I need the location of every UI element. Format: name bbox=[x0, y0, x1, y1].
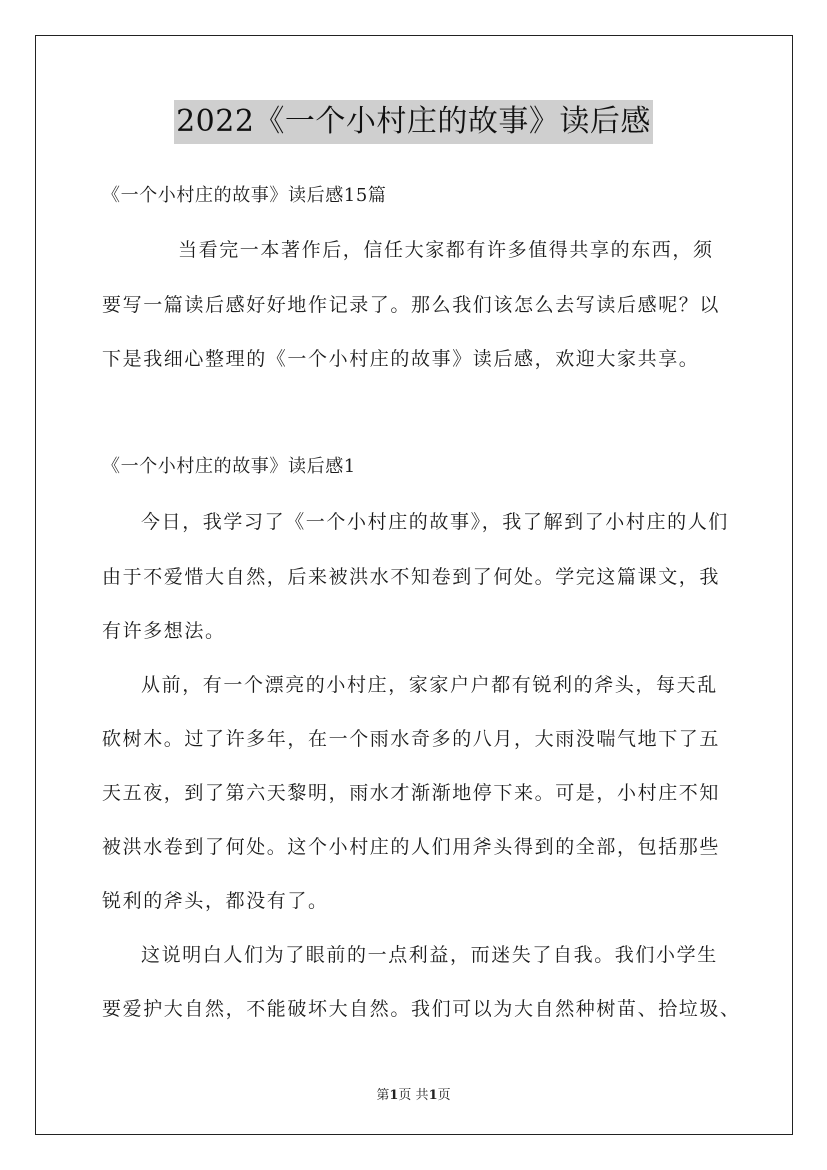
page-label-prefix: 第 bbox=[376, 1088, 390, 1103]
page-label-suffix: 页 bbox=[437, 1088, 451, 1103]
body-line: 被洪水卷到了何处。这个小村庄的人们用斧头得到的全部，包括那些 bbox=[102, 836, 721, 858]
body-line: 从前，有一个漂亮的小村庄，家家户户都有锐利的斧头，每天乱 bbox=[141, 674, 718, 696]
intro-line: 要写一篇读后感好好地作记录了。那么我们该怎么去写读后感呢？以 bbox=[102, 294, 721, 316]
intro-line: 下是我细心整理的《一个小村庄的故事》读后感，欢迎大家共享。 bbox=[102, 348, 700, 370]
section-heading: 《一个小村庄的故事》读后感1 bbox=[102, 456, 356, 477]
page-label-mid: 页 共 bbox=[398, 1088, 429, 1103]
body-line: 砍树木。过了许多年，在一个雨水奇多的八月，大雨没喘气地下了五 bbox=[102, 728, 721, 750]
body-line: 这说明白人们为了眼前的一点利益，而迷失了自我。我们小学生 bbox=[141, 944, 718, 966]
document-subtitle: 《一个小村庄的故事》读后感15篇 bbox=[102, 185, 387, 206]
body-line: 要爱护大自然，不能破坏大自然。我们可以为大自然种树苗、拾垃圾、 bbox=[102, 998, 741, 1020]
page-total: 1 bbox=[428, 1088, 438, 1103]
body-line: 今日，我学习了《一个小村庄的故事》，我了解到了小村庄的人们 bbox=[141, 511, 729, 533]
document-title: 2022《一个小村庄的故事》读后感 bbox=[174, 100, 653, 144]
body-line: 有许多想法。 bbox=[102, 620, 226, 642]
body-line: 由于不爱惜大自然，后来被洪水不知卷到了何处。学完这篇课文，我 bbox=[102, 566, 721, 588]
body-line: 天五夜，到了第六天黎明，雨水才渐渐地停下来。可是，小村庄不知 bbox=[102, 782, 721, 804]
page-footer bbox=[0, 1084, 827, 1103]
title-container bbox=[0, 100, 827, 144]
page-current: 1 bbox=[389, 1088, 399, 1103]
body-line: 锐利的斧头，都没有了。 bbox=[102, 890, 329, 912]
intro-line: 当看完一本著作后，信任大家都有许多值得共享的东西，须 bbox=[178, 239, 714, 261]
